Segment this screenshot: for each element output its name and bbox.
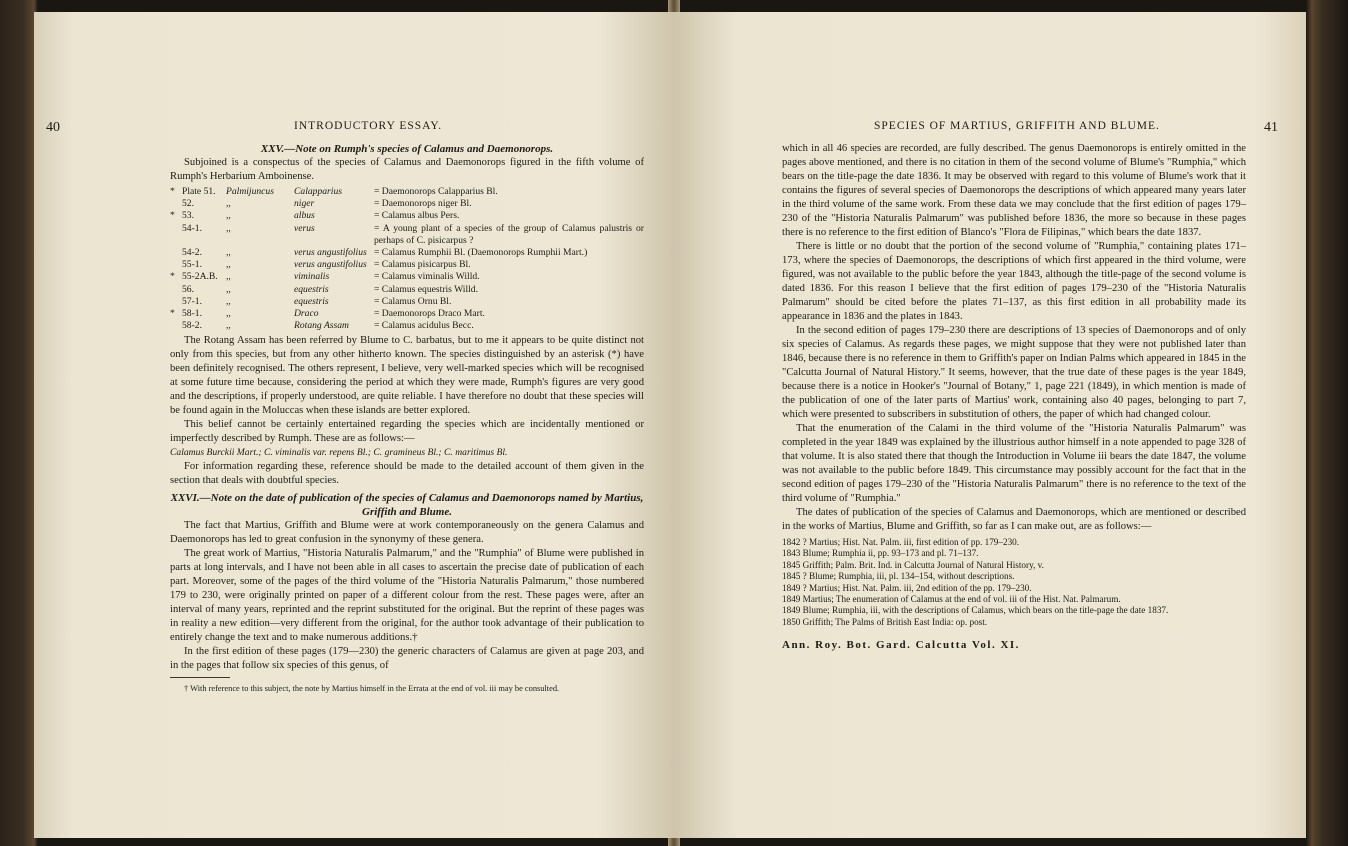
paragraph-fact: The fact that Martius, Griffith and Blume were at work contemporaneously on the genera Calamus and Daemonorops has led to great confusion in the synonymy of these genera.	[170, 520, 644, 546]
right-page	[674, 12, 1306, 838]
date-entry: 1843 Blume; Rumphia ii, pp. 93–173 and pl. 71–137.	[782, 548, 979, 559]
conspectus-row: * 55-2A.B. ,, viminalis = Calamus viminalis Willd.	[170, 271, 480, 283]
conspectus-row: * 53. ,, albus = Calamus albus Pers.	[170, 210, 460, 222]
date-entry: 1849 Blume; Rumphia, iii, with the descriptions of Calamus, which bears on the title-page the date 1837.	[782, 605, 1169, 616]
date-entry: 1849 Martius; The enumeration of Calamus at the end of vol. iii of the Hist. Nat. Palmarum.	[782, 594, 1121, 605]
paragraph-rotang: The Rotang Assam has been referred by Blume to C. barbatus, but to me it appears to be quite distinct not only from this species, but from any other hitherto known. The species distinguished by an asterisk (*) have been definitely recognised. The others represent, I believe, very well-marked species which will be recognised at some future time because, considering the period at which they were made, Rumph's figures are very good and the descriptions, if properly understood, are quite reliable. I have therefore no doubt that these species will be found again in the Moluccas when these islands are better explored.	[170, 335, 644, 417]
running-head-right: SPECIES OF MARTIUS, GRIFFITH AND BLUME.	[874, 120, 1160, 132]
page-number-left: 40	[46, 120, 60, 135]
conspectus-row: 58-2. ,, Rotang Assam = Calamus acidulus Becc.	[182, 320, 474, 332]
conspectus-intro: Subjoined is a conspectus of the species of Calamus and Daemonorops figured in the fifth volume of Rumph's Herbarium Amboinense.	[170, 157, 644, 182]
doubtful-species-list: Calamus Burckii Mart.; C. viminalis var. repens Bl.; C. gramineus Bl.; C. maritimus Bl.	[170, 447, 508, 459]
conspectus-row: * 58-1. ,, Draco = Daemonorops Draco Mart.	[170, 308, 485, 320]
conspectus-row: 54-1. ,, verus = A young plant of a species of the group of Calamus palustris or perhaps of C. pisicarpus ?	[182, 222, 644, 246]
left-page	[34, 12, 674, 838]
conspectus-list	[170, 186, 644, 332]
footnote-rule	[170, 677, 230, 678]
paragraph-5: The dates of publication of the species of Calamus and Daemonorops, which are mentioned or described in the works of Martius, Blume and Griffith, so far as I can make out, are as follows:—	[782, 507, 1246, 532]
paragraph-belief: This belief cannot be certainly entertained regarding the species which are incidentally mentioned or imperfectly described by Rumph. These are as follows:—	[170, 419, 644, 445]
footnote: † With reference to this subject, the note by Martius himself in the Errata at the end of vol. iii may be consulted.	[184, 684, 560, 694]
journal-signature: Ann. Roy. Bot. Gard. Calcutta Vol. XI.	[782, 639, 1020, 652]
paragraph-great-work: The great work of Martius, "Historia Naturalis Palmarum," and the "Rumphia" of Blume were published in parts at long intervals, and I have not been able in all cases to ascertain the precise date of publication of each part. Moreover, some of the pages of the third volume of the "Historia Naturalis Palmarum," those numbered 179 to 230, were originally printed on paper of a different colour from the rest. These pages were, after an interval of many years, reprinted and the reprint substituted for the original. But the reprint of these pages was in reality a new edition—very different from the original, for the author took advantage of their publication to entirely change the text and to make numerous additions.†	[170, 548, 644, 644]
paragraph-first-edition: In the first edition of these pages (179—230) the generic characters of Calamus are given at page 203, and in the pages that follow six species of this genus, of	[170, 646, 644, 672]
conspectus-row: * Plate 51. Palmijuncus Calapparius = Daemonorops Calapparius Bl.	[170, 186, 498, 197]
conspectus-row: 52. ,, niger = Daemonorops niger Bl.	[182, 198, 472, 210]
date-entry: 1849 ? Martius; Hist. Nat. Palm. iii, 2nd edition of the pp. 179–230.	[782, 582, 1032, 593]
conspectus-row: 54-2. ,, verus angustifolius = Calamus Rumphii Bl. (Daemonorops Rumphii Mart.)	[182, 247, 588, 259]
left-page-content	[170, 142, 644, 694]
conspectus-row: 57-1. ,, equestris = Calamus Ornu Bl.	[182, 295, 452, 307]
section-xxv-title: XXV.—Note on Rumph's species of Calamus and Daemonorops.	[260, 143, 554, 155]
date-entry: 1842 ? Martius; Hist. Nat. Palm. iii, first edition of pp. 179–230.	[782, 537, 1020, 547]
conspectus-row: 55-1. ,, verus angustifolius = Calamus pisicarpus Bl.	[182, 259, 471, 271]
conspectus-row: 56. ,, equestris = Calamus equestris Willd.	[182, 283, 478, 295]
page-number-right: 41	[1264, 120, 1278, 135]
right-page-content	[782, 142, 1246, 652]
date-entry: 1845 Griffith; Palm. Brit. Ind. in Calcutta Journal of Natural History, v.	[782, 559, 1044, 570]
section-xxvi-title: XXVI.—Note on the date of publication of the species of Calamus and Daemonorops named by Martius, Griffith and Blume.	[170, 492, 644, 519]
running-head-left: INTRODUCTORY ESSAY.	[294, 120, 443, 132]
date-entry: 1850 Griffith; The Palms of British East India: op. post.	[782, 616, 988, 627]
publication-dates-list	[782, 537, 1246, 628]
paragraph-2: There is little or no doubt that the portion of the second volume of "Rumphia," containing plates 171–173, where the species of Daemonorops, the descriptions of which first appeared in the third volume, were figured, was not available to the public before the year 1843, although the title-page of the second volume is dated 1836. For this reason I believe that the first edition of pages 179–230 of the "Historia Naturalis Palmarum" should be cited before the plates 71–137, as this first edition in all probability made its appearance in 1836 and the plates in 1843.	[782, 241, 1246, 322]
paragraph-1: which in all 46 species are recorded, are fully described. The genus Daemonorops is entirely omitted in the pages above mentioned, and there is no citation in them of the second volume of Blume's "Rumphia," which bears on the title-page the date 1836. It may be observed with regard to this volume of Blume's work that it contains the figures of several species of Daemonorops the descriptions of which appeared many years later in the third volume of the same work. From these data we may conclude that the first edition of pages 179–230 of the "Historia Naturalis Palmarum" was published before 1836, the more so because in these pages there is no reference to the first edition of Blanco's "Flora de Filipinas," which bears the date 1837.	[782, 143, 1246, 238]
paragraph-4: That the enumeration of the Calami in the third volume of the "Historia Naturalis Palmarum" was completed in the year 1849 was explained by the illustrious author himself in a note appended to page 328 of that volume. It is also stated there that though the Introduction in Volume iii bears the date 1847, the volume was not available to the public before 1849. This circumstance may possibly account for the fact that in the second edition of pages 179–230 of the "Historia Naturalis Palmarum" there is no reference to the text of the third volume of "Rumphia."	[782, 423, 1246, 504]
paragraph-3: In the second edition of pages 179–230 there are descriptions of 13 species of Daemonorops and of only six species of Calamus. As regards these pages, we might suppose that they were not published later than 1846, because there is no reference in them to Griffith's paper on Indian Palms which appeared in 1845 in the "Calcutta Journal of Natural History." It seems, however, that the true date of these pages is the year 1849, because there is a notice in Hooker's "Journal of Botany," 1, page 221 (1849), in which mention is made of the publication of one of the later parts of Martius' work, containing also 40 pages, belonging to part 7, which were presented to subscribers in substitution of others, the paper of which had changed colour.	[782, 325, 1246, 420]
paragraph-information: For information regarding these, reference should be made to the detailed account of them given in the section that deals with doubtful species.	[170, 461, 644, 487]
date-entry: 1845 ? Blume; Rumphia, iii, pl. 134–154, without descriptions.	[782, 571, 1015, 582]
